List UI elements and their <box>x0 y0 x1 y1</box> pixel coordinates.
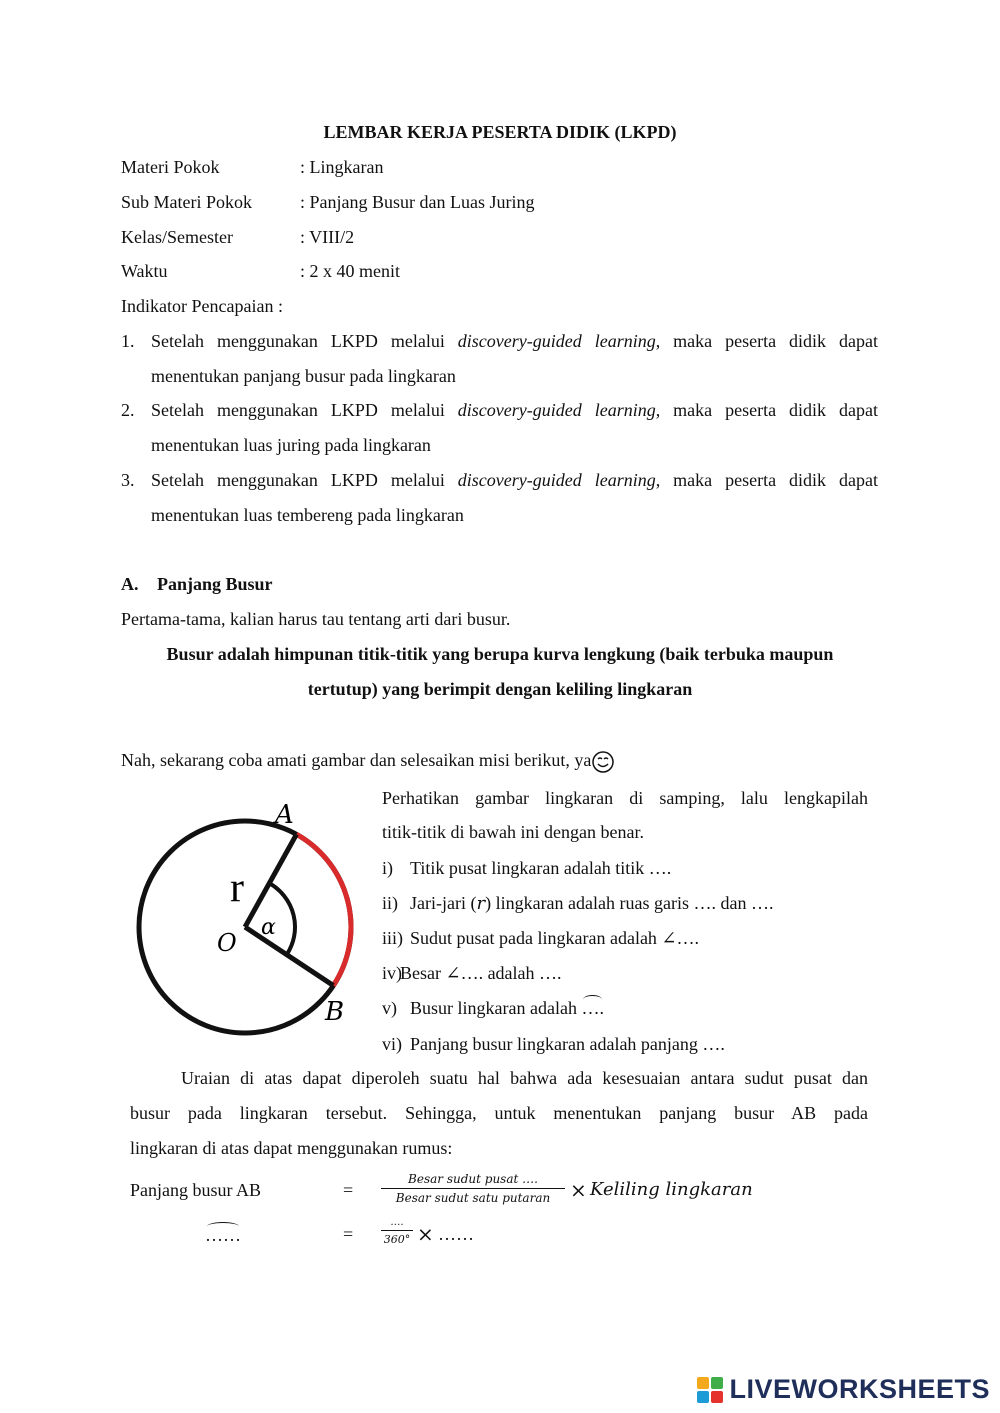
formula-tail: Keliling lingkaran <box>590 1179 753 1200</box>
logo-icon <box>697 1377 723 1403</box>
info-label: Waktu <box>121 261 168 281</box>
info-label: Kelas/Semester <box>121 227 233 247</box>
list-item: Setelah menggunakan LKPD melalui discovery-guided learning, maka peserta didik dapat <box>151 470 879 490</box>
radius-ob <box>245 927 333 986</box>
info-label: Sub Materi Pokok <box>121 192 253 212</box>
formula-fraction <box>381 1172 565 1205</box>
info-value: : Panjang Busur dan Luas Juring <box>300 192 535 212</box>
info-value: : VIII/2 <box>300 227 355 247</box>
formula-lhs-arc: …… <box>205 1225 241 1245</box>
questions-intro-line2: titik-titik di bawah ini dengan benar. <box>382 822 644 842</box>
list-item-line2: menentukan luas juring pada lingkaran <box>151 435 431 455</box>
list-number: 1. <box>121 331 135 351</box>
questions-intro: Perhatikan gambar lingkaran di samping, lalu lengkapilah <box>382 788 868 808</box>
section-heading: Panjang Busur <box>157 574 273 594</box>
label-a: A <box>275 800 294 830</box>
paragraph-line: Uraian di atas dapat diperoleh suatu hal bahwa ada kesesuaian antara sudut pusat dan <box>181 1068 868 1088</box>
question-number: vi) <box>382 1034 402 1054</box>
info-label: Materi Pokok <box>121 157 220 177</box>
formula-lhs: Panjang busur AB <box>130 1180 262 1200</box>
list-number: 3. <box>121 470 135 490</box>
list-item: Setelah menggunakan LKPD melalui discovery-guided learning, maka peserta didik dapat <box>151 400 879 420</box>
radius-oa <box>245 834 297 927</box>
circle-figure <box>125 795 365 1050</box>
document-title: LEMBAR KERJA PESERTA DIDIK (LKPD) <box>323 122 677 142</box>
label-o: O <box>217 929 237 957</box>
question-number: ii) <box>382 893 398 913</box>
formula-equals: = <box>343 1224 354 1244</box>
arc-ab <box>297 834 351 985</box>
formula-times: × <box>570 1178 587 1202</box>
list-item: Setelah menggunakan LKPD melalui discovery-guided learning, maka peserta didik dapat <box>151 331 879 351</box>
section-number: A. <box>121 574 139 594</box>
nah-text: Nah, sekarang coba amati gambar dan selesaikan misi berikut, ya <box>121 750 615 774</box>
definition-line: tertutup) yang berimpit dengan keliling lingkaran <box>307 679 693 699</box>
list-item-line2: menentukan panjang busur pada lingkaran <box>151 366 456 386</box>
formula-tail-2: …… <box>438 1224 474 1244</box>
fraction-denominator: 360° <box>383 1233 411 1246</box>
label-r: r <box>230 865 244 911</box>
question-text: Sudut pusat pada lingkaran adalah ∠…. <box>410 928 700 948</box>
question-text: Busur lingkaran adalah …. <box>410 998 604 1018</box>
fraction-numerator: Besar sudut pusat …. <box>408 1172 538 1186</box>
question-text: Jari-jari (r) lingkaran adalah ruas garis …. dan …. <box>410 893 774 914</box>
question-text: Besar ∠…. adalah …. <box>400 963 562 983</box>
fraction-numerator: …. <box>390 1217 404 1228</box>
question-number: iv) <box>382 963 402 983</box>
list-item-line2: menentukan luas tembereng pada lingkaran <box>151 505 464 525</box>
info-value: : 2 x 40 menit <box>300 261 400 281</box>
list-number: 2. <box>121 400 135 420</box>
info-value: : Lingkaran <box>300 157 384 177</box>
question-number: i) <box>382 858 393 878</box>
question-number: iii) <box>382 928 403 948</box>
question-number: v) <box>382 998 397 1018</box>
liveworksheets-logo[interactable] <box>697 1374 990 1405</box>
label-b: B <box>325 997 345 1027</box>
label-alpha: α <box>261 915 276 940</box>
smiley-icon <box>591 750 615 774</box>
definition-line: Busur adalah himpunan titik-titik yang berupa kurva lengkung (baik terbuka maupun <box>166 644 834 664</box>
formula-times: × <box>417 1222 434 1246</box>
intro-text: Pertama-tama, kalian harus tau tentang arti dari busur. <box>121 609 511 629</box>
formula-equals: = <box>343 1180 354 1200</box>
paragraph-line: lingkaran di atas dapat menggunakan rumus: <box>130 1138 453 1158</box>
question-text: Panjang busur lingkaran adalah panjang …. <box>410 1034 725 1054</box>
question-text: Titik pusat lingkaran adalah titik …. <box>410 858 672 878</box>
logo-text: LIVEWORKSHEETS <box>729 1374 990 1404</box>
fraction-denominator: Besar sudut satu putaran <box>395 1191 551 1205</box>
formula-fraction-2 <box>381 1218 413 1247</box>
paragraph-line: busur pada lingkaran tersebut. Sehingga, untuk menentukan panjang busur AB pada <box>130 1103 868 1123</box>
indikator-label: Indikator Pencapaian : <box>121 296 283 316</box>
